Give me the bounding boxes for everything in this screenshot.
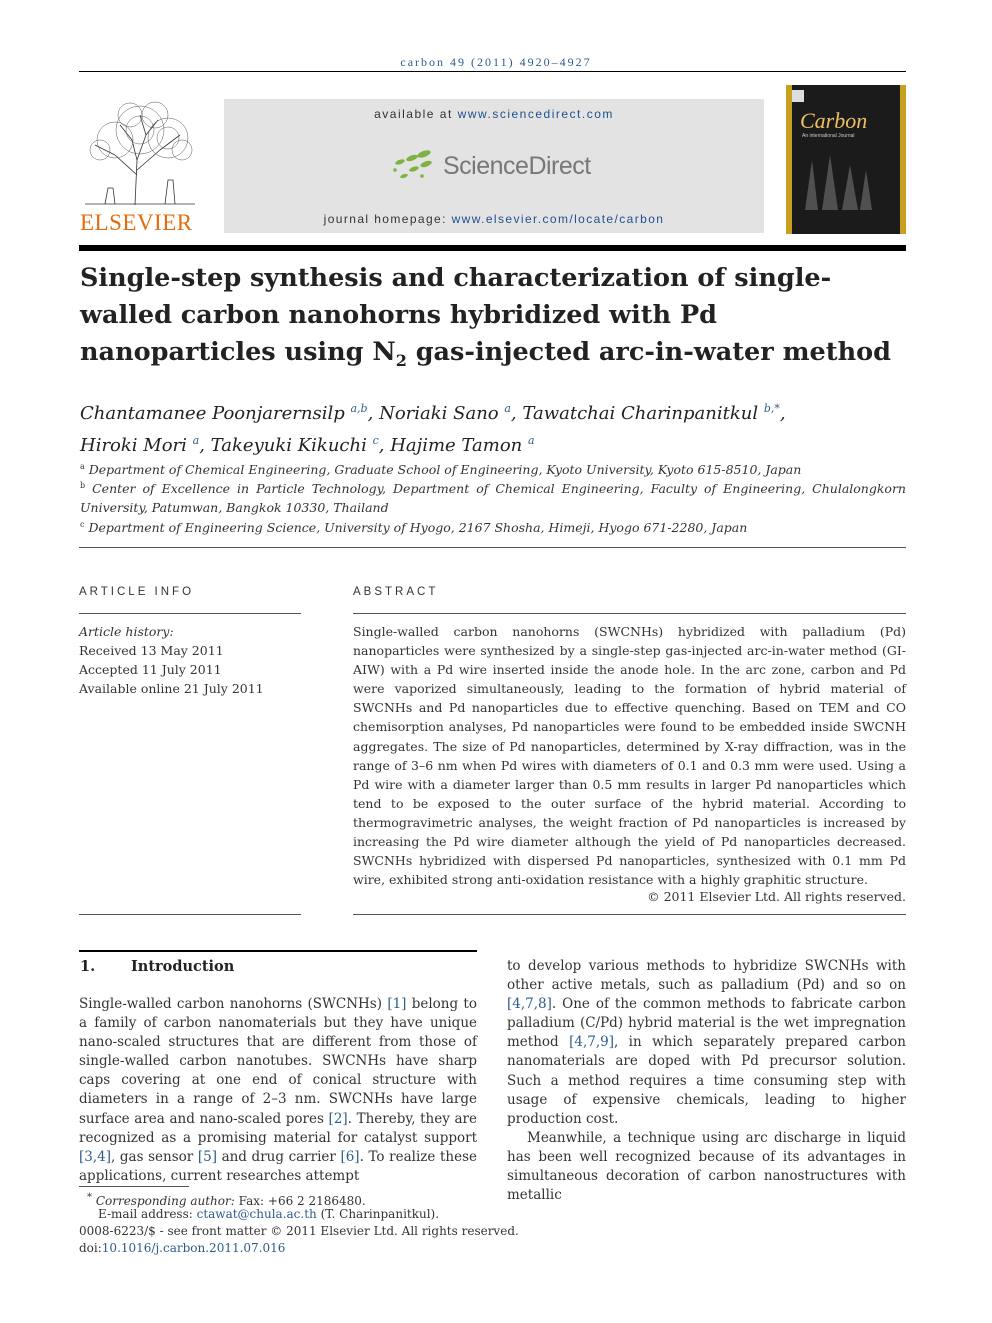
cover-artwork — [800, 150, 880, 210]
received-date: Received 13 May 2011 — [79, 643, 224, 658]
intro-paragraph: Single-walled carbon nanohorns (SWCNHs) [1] belong to a family of carbon nanomaterials but they have unique nano-scaled structures that are different from those of single-walled carbon nanotubes. SWCNHs have sharp caps covering at one end of conical structure with diameters in a range of 2–3 nm. SWCNHs have large surface area and nano-scaled pores [2]. Thereby, they are recognized as a promising material for catalyst support [3,4], gas sensor [5] and drug carrier [6]. To realize these applications, current researches attempt — [79, 996, 477, 1184]
article-title: Single-step synthesis and characterization of single-walled carbon nanohorns hybridized with Pd nanoparticles using $N_2$ gas-injected arc-in-water method — [80, 263, 891, 371]
affiliation-rule — [79, 547, 906, 548]
sciencedirect-wordmark: ScienceDirect — [443, 152, 591, 180]
journal-homepage: journal homepage: www.elsevier.com/locate/carbon — [323, 212, 665, 226]
author[interactable]: Noriaki Sano $^a$ — [379, 402, 511, 424]
article-info-rule — [79, 613, 301, 614]
cover-badge — [792, 90, 804, 102]
journal-citation: carbon 49 (2011) 4920–4927 — [400, 55, 592, 69]
corresponding-author-note: * Corresponding author: Fax: +66 2 2186480. — [87, 1192, 366, 1208]
homepage-link[interactable]: www.elsevier.com/locate/carbon — [451, 212, 665, 226]
elsevier-tree-logo — [80, 100, 200, 208]
footnote-rule — [79, 1186, 189, 1187]
intro-top-rule — [79, 950, 477, 952]
issn-line: 0008-6223/$ - see front matter © 2011 Elsevier Ltd. All rights reserved. — [79, 1224, 519, 1238]
intro-left-column — [79, 995, 477, 1186]
online-date: Available online 21 July 2011 — [79, 681, 264, 696]
citation-link[interactable]: [4,7,8] — [507, 996, 552, 1013]
citation-link[interactable]: [6] — [340, 1148, 360, 1165]
author[interactable]: Takeyuki Kikuchi $^c$ — [210, 434, 379, 456]
citation-link[interactable]: [4,7,9] — [569, 1034, 614, 1051]
sciencedirect-link[interactable]: www.sciencedirect.com — [457, 107, 614, 121]
author[interactable]: Hajime Tamon $^a$ — [390, 434, 535, 456]
elsevier-wordmark: ELSEVIER — [80, 210, 193, 235]
available-at: available at www.sciencedirect.com — [374, 107, 614, 121]
accepted-date: Accepted 11 July 2011 — [79, 662, 222, 677]
author[interactable]: Hiroki Mori $^a$ — [80, 434, 200, 456]
affiliation: $^b$ Center of Excellence in Particle Technology, Department of Chemical Engineering, Faculty of Engineering, Chulalongkorn University, Patumwan, Bangkok 10330, Thailand — [80, 481, 906, 516]
abstract-text: Single-walled carbon nanohorns (SWCNHs) hybridized with palladium (Pd) nanoparticles were synthesized by a single-step gas-injected arc-in-water method (GI-AIW) with a Pd wire inserted inside the anode hole. In the arc zone, carbon and Pd were vaporized simultaneously, leading to the formation of hybrid material of SWCNHs and Pd nanoparticles due to effective quenching. Based on TEM and CO chemisorption analyses, Pd nanoparticles were found to be embedded inside SWCNH aggregates. The size of Pd nanoparticles, determined by X-ray diffraction, was in the range of 3–6 nm when Pd wires with diameters of 0.1 and 0.3 mm were used. Using a Pd wire with a diameter larger than 0.5 mm results in larger Pd nanoparticles which tend to be exposed to the outer surface of the hybrid material. According to thermogravimetric analyses, the weight fraction of Pd nanoparticles is increased by increasing the Pd wire diameter although the yield of Pd nanoparticles decreased. SWCNHs hybridized with dispersed Pd nanoparticles, synthesized with 0.1 mm Pd wire, exhibited strong anti-oxidation resistance with a highly graphitic structure. — [353, 624, 906, 888]
abstract-rule — [353, 613, 906, 614]
article-info-bottom-rule — [79, 914, 301, 915]
abstract-heading: ABSTRACT — [353, 586, 439, 598]
cover-title: Carbon — [800, 108, 868, 133]
email-note: E-mail address: ctawat@chula.ac.th (T. Charinpanitkul). — [98, 1207, 440, 1221]
affiliation: $^a$ Department of Chemical Engineering, Graduate School of Engineering, Kyoto University, Kyoto 615-8510, Japan — [80, 462, 802, 478]
abstract-copyright: © 2011 Elsevier Ltd. All rights reserved. — [647, 889, 906, 904]
cover-subtitle: An international Journal — [802, 133, 855, 139]
author[interactable]: Tawatchai Charinpanitkul $^{b,*}$ — [522, 402, 780, 424]
header-thick-rule — [79, 245, 906, 251]
affiliation: $^c$ Department of Engineering Science, University of Hyogo, 2167 Shosha, Himeji, Hyogo 671-2280, Japan — [80, 520, 748, 536]
doi-line: doi:10.1016/j.carbon.2011.07.016 — [79, 1241, 286, 1255]
intro-paragraph: Meanwhile, a technique using arc discharge in liquid has been well recognized because of its advantages in simultaneous decoration of carbon nanostructures with metallic — [507, 1129, 906, 1204]
author[interactable]: Chantamanee Poonjarernsilp $^{a,b}$ — [80, 402, 368, 424]
article-info-heading: ARTICLE INFO — [79, 586, 195, 598]
email-link[interactable]: ctawat@chula.ac.th — [196, 1207, 317, 1221]
intro-right-column — [507, 957, 906, 1205]
top-rule — [79, 71, 906, 72]
intro-paragraph: to develop various methods to hybridize SWCNHs with other active metals, such as palladium (Pd) and so on [4,7,8]. One of the common methods to fabricate carbon palladium (C/Pd) hybrid material is the wet impregnation method [4,7,9], in which separately prepared carbon nanomaterials are doped with Pd precursor solution. Such a method requires a time consuming step with usage of expensive chemicals, leading to higher production cost. — [507, 958, 906, 1127]
citation-link[interactable]: [2] — [328, 1110, 348, 1127]
citation-link[interactable]: [3,4] — [79, 1148, 112, 1165]
citation-link[interactable]: [5] — [197, 1148, 217, 1165]
section-heading: 1. Introduction — [80, 958, 235, 975]
citation-link[interactable]: [1] — [387, 996, 407, 1012]
article-history: Article history: Received 13 May 2011 Accepted 11 July 2011 Available online 21 July 2011 — [79, 622, 301, 698]
doi-link[interactable]: 10.1016/j.carbon.2011.07.016 — [101, 1241, 286, 1255]
abstract-bottom-rule — [353, 914, 906, 915]
author-list: Chantamanee Poonjarernsilp $^{a,b}$, Noriaki Sano $^a$, Tawatchai Charinpanitkul $^{b,*}$, Hiroki Mori $^a$, Takeyuki Kikuchi $^c$, Hajime Tamon $^a$ — [80, 402, 786, 456]
sciencedirect-leaf-icon — [392, 148, 434, 182]
